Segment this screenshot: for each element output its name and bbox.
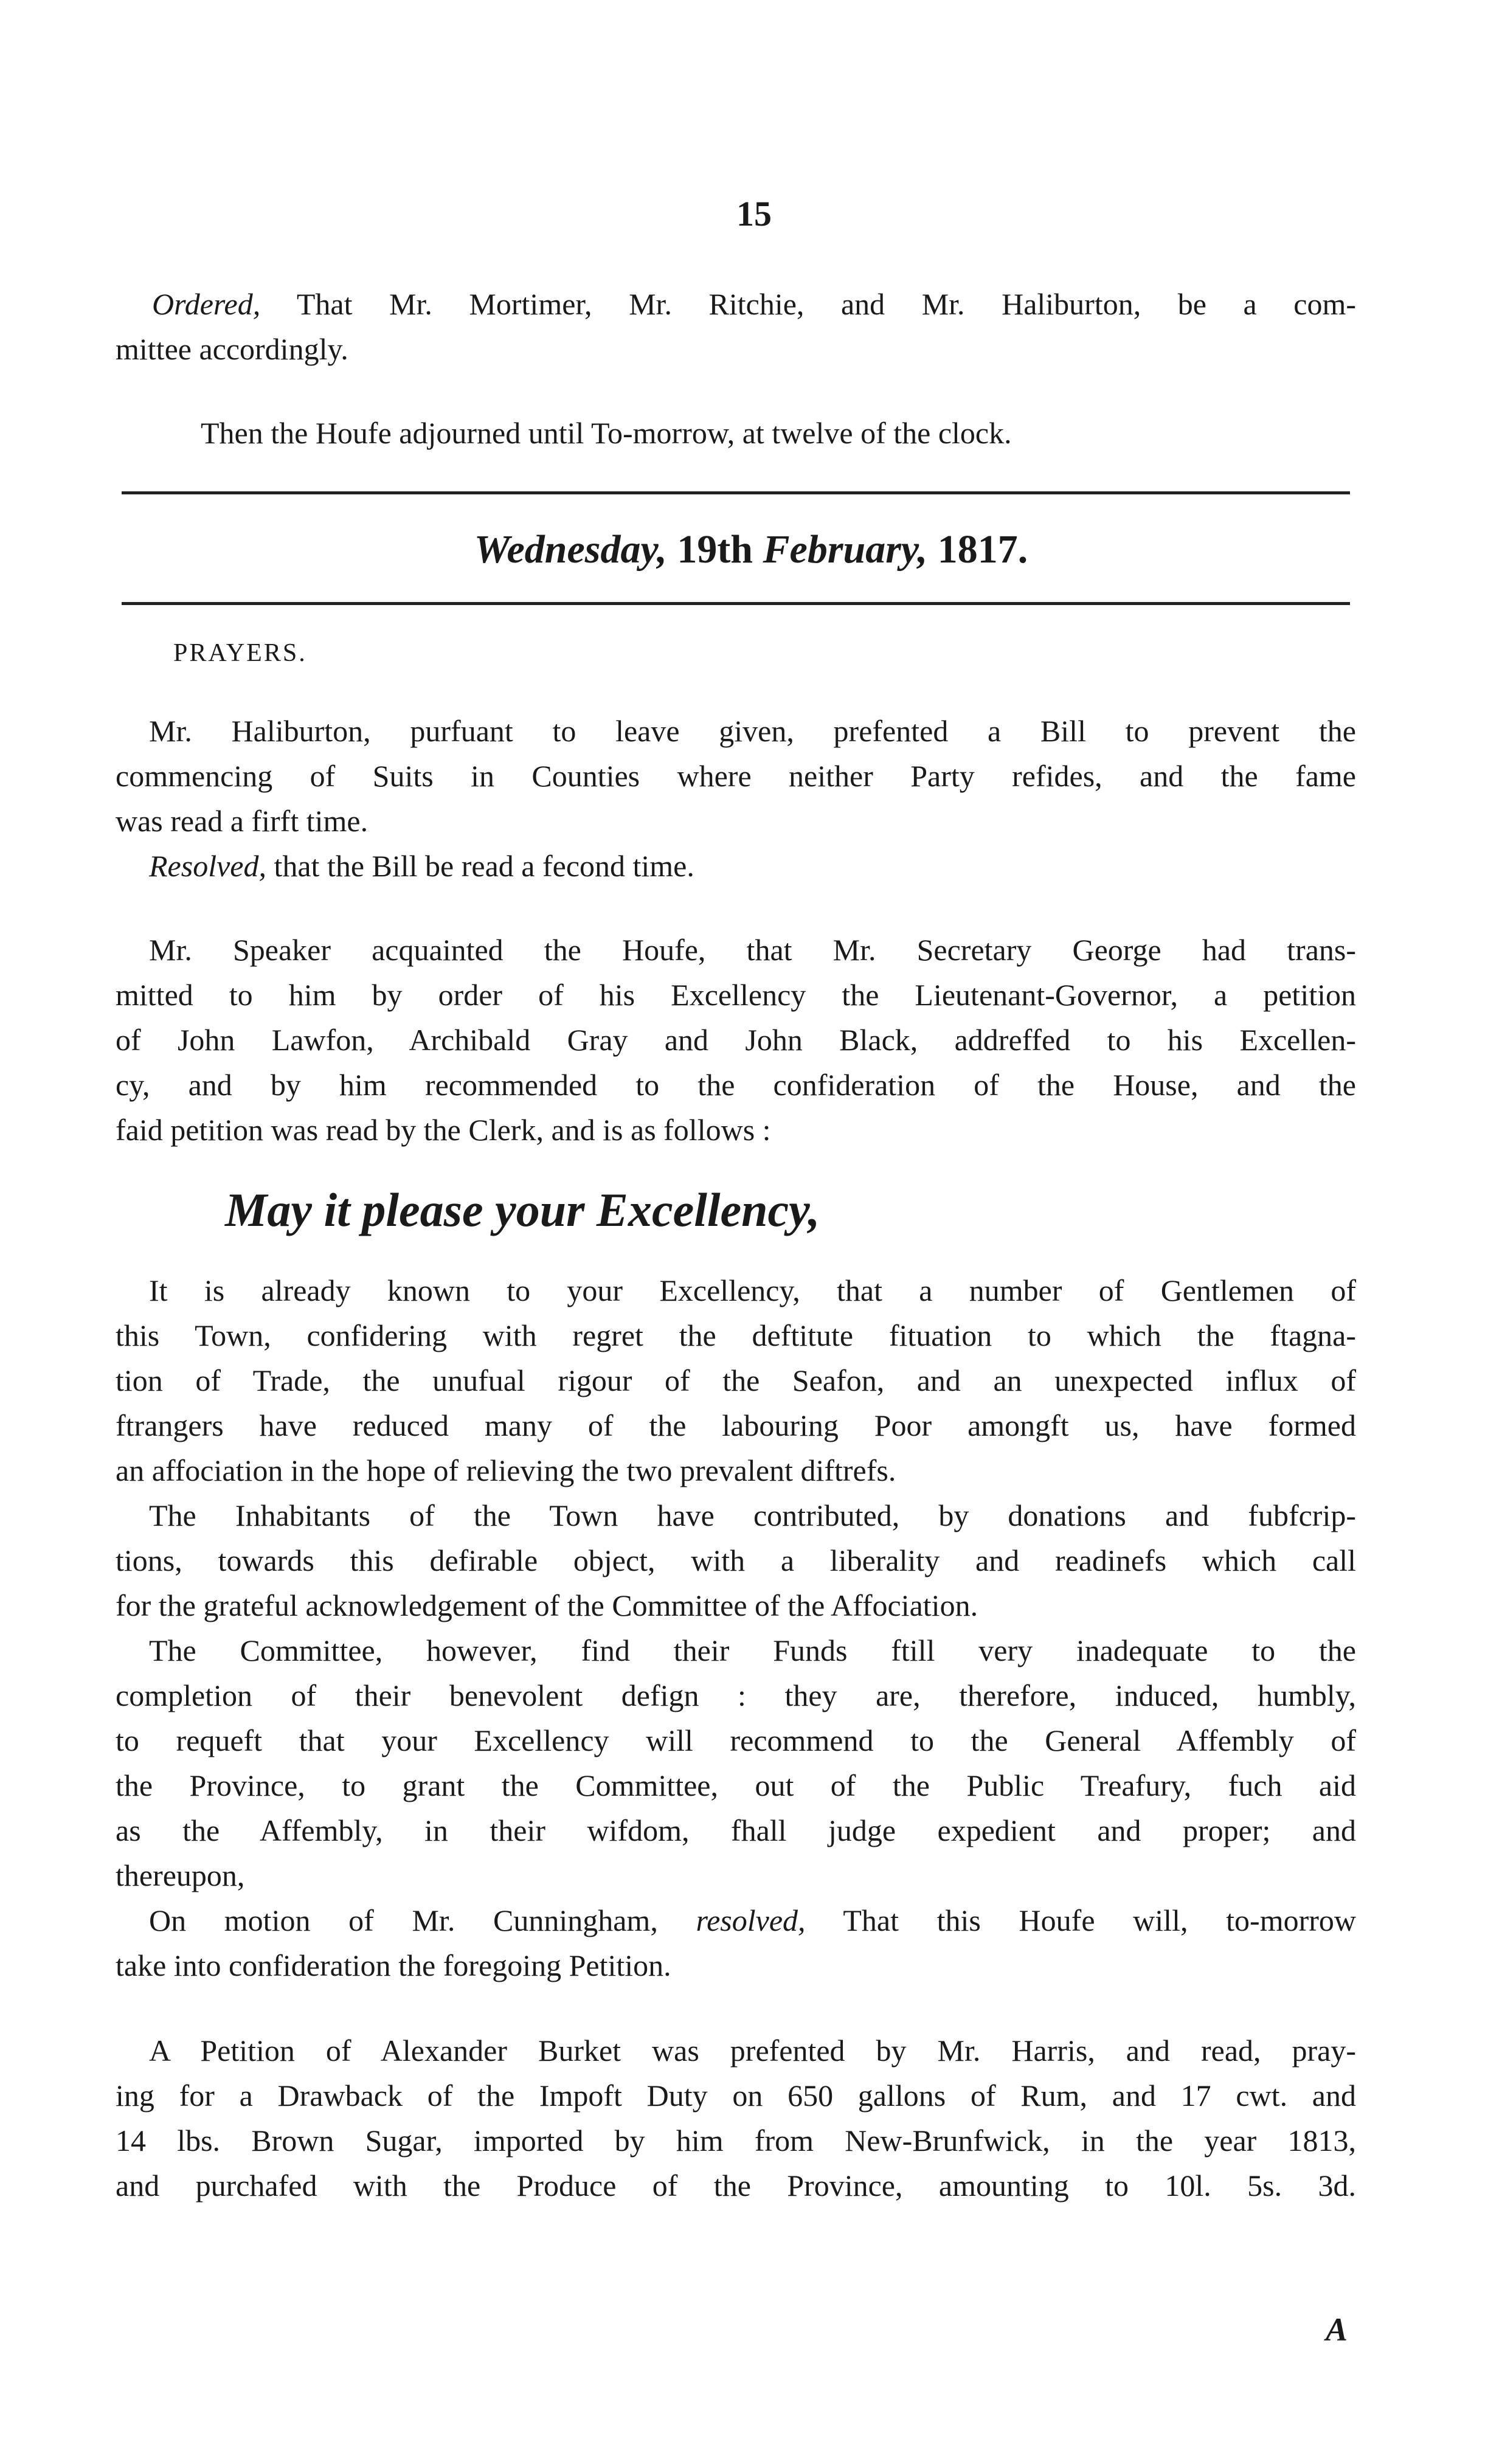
petition-p2-line: for the grateful acknowledgement of the Committee of the Affociation. [116, 1588, 978, 1622]
date-year: 1817. [937, 527, 1028, 572]
burket-line: 14 lbs. Brown Sugar, imported by him from New-Brunfwick, in the year 1813, [116, 2123, 1356, 2158]
resolved-lead: Resolved, [149, 849, 266, 883]
motion-line-2: take into confideration the foregoing Petition. [116, 1948, 671, 1982]
date-date: 19th [677, 527, 753, 572]
petition-p1-line: ftrangers have reduced many of the labouring Poor amongft us, have formed [116, 1408, 1356, 1442]
prayers-heading: PRAYERS. [173, 639, 307, 667]
ordered-lead: Ordered, [152, 287, 261, 321]
motion-text-c: That this Houfe will, to-morrow [843, 1903, 1356, 1937]
speaker-line-5: faid petition was read by the Clerk, and is as follows : [116, 1113, 771, 1147]
petition-p1-line: tion of Trade, the unufual rigour of the Seafon, and an unexpected influx of [116, 1363, 1356, 1397]
petition-p3-line: thereupon, [116, 1858, 245, 1892]
bill-resolved [149, 846, 694, 885]
petition-p1-line: this Town, confidering with regret the deftitute fituation to which the ftagna- [116, 1318, 1356, 1352]
petition-p3-line: The Committee, however, find their Funds ftill very inadequate to the [149, 1633, 1356, 1667]
date-month: February, [763, 527, 928, 572]
motion-line-1 [149, 1901, 1356, 1940]
catchword: A [1326, 2311, 1348, 2348]
petition-p3-line: to requeft that your Excellency will recommend to the General Affembly of [116, 1723, 1356, 1757]
petition-p3-line: completion of their benevolent defign : they are, therefore, induced, humbly, [116, 1678, 1356, 1712]
petition-p1-line: It is already known to your Excellency, that a number of Gentlemen of [149, 1273, 1356, 1307]
speaker-line-4: cy, and by him recommended to the confideration of the House, and the [116, 1068, 1356, 1102]
motion-resolved: resolved, [696, 1903, 806, 1937]
petition-p3-line: the Province, to grant the Committee, out of the Public Treafury, fuch aid [116, 1768, 1356, 1802]
page-number: 15 [736, 194, 772, 234]
adjourn-line: Then the Houfe adjourned until To-morrow, at twelve of the clock. [201, 416, 1012, 450]
date-day: Wednesday, [474, 527, 667, 572]
bill-line-3: was read a firft time. [116, 804, 369, 838]
resolved-text: that the Bill be read a fecond time. [274, 849, 694, 883]
burket-line: A Petition of Alexander Burket was prefented by Mr. Harris, and read, pray- [149, 2033, 1356, 2068]
bill-line-2: commencing of Suits in Counties where neither Party refides, and the fame [116, 759, 1356, 793]
ordered-line-2: mittee accordingly. [116, 332, 348, 366]
petition-p1-line: an affociation in the hope of relieving the two prevalent diftrefs. [116, 1453, 896, 1487]
burket-line: and purchafed with the Produce of the Province, amounting to 10l. 5s. 3d. [116, 2168, 1356, 2203]
bill-line-1: Mr. Haliburton, purfuant to leave given, prefented a Bill to prevent the [149, 714, 1356, 748]
burket-line: ing for a Drawback of the Impoft Duty on 650 gallons of Rum, and 17 cwt. and [116, 2078, 1356, 2113]
speaker-line-1: Mr. Speaker acquainted the Houfe, that Mr. Secretary George had trans- [149, 933, 1356, 967]
petition-p2-line: tions, towards this defirable object, with a liberality and readinefs which call [116, 1543, 1356, 1577]
ordered-text: That Mr. Mortimer, Mr. Ritchie, and Mr. Haliburton, be a com- [296, 287, 1356, 321]
top-rule [122, 491, 1350, 494]
bottom-rule [122, 602, 1350, 605]
salutation: May it please your Excellency, [225, 1183, 820, 1236]
petition-p2-line: The Inhabitants of the Town have contributed, by donations and fubfcrip- [149, 1498, 1356, 1532]
speaker-line-2: mitted to him by order of his Excellency the Lieutenant-Governor, a petition [116, 978, 1356, 1012]
motion-text-a: On motion of Mr. Cunningham, [149, 1903, 658, 1937]
petition-p3-line: as the Affembly, in their wifdom, fhall judge expedient and proper; and [116, 1813, 1356, 1847]
date-heading [0, 527, 1502, 573]
ordered-line-1 [116, 285, 1356, 324]
speaker-line-3: of John Lawfon, Archibald Gray and John Black, addreffed to his Excellen- [116, 1023, 1356, 1057]
